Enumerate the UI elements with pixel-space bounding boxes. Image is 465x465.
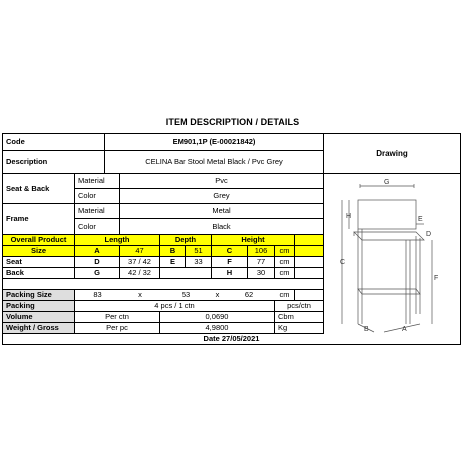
dim-c-letter: C xyxy=(212,246,248,257)
packing-size-v1: 83 xyxy=(75,290,120,301)
dim-b-value: 51 xyxy=(186,246,212,257)
dim-b-letter: B xyxy=(160,246,186,257)
back-row-label: Back xyxy=(3,268,75,279)
seat-back-material-label: Material xyxy=(75,174,120,189)
frame-color-value: Black xyxy=(120,219,324,235)
code-value: EM901,1P (E-00021842) xyxy=(105,134,324,151)
dim-d-letter: D xyxy=(75,257,120,268)
description-value: CELINA Bar Stool Metal Black / Pvc Grey xyxy=(105,151,324,174)
back-depth-blank xyxy=(160,268,212,279)
dim-unit: cm xyxy=(275,246,295,257)
label-e: E xyxy=(418,216,423,223)
packing-size-x1: x xyxy=(120,290,160,301)
spacer-row xyxy=(3,279,324,290)
packing-label: Packing xyxy=(3,301,75,312)
weight-label: Weight / Gross xyxy=(3,323,75,334)
length-header: Length xyxy=(75,235,160,246)
date-row: Date 27/05/2021 xyxy=(203,334,260,344)
weight-per: Per pc xyxy=(75,323,160,334)
volume-per: Per ctn xyxy=(75,312,160,323)
code-label: Code xyxy=(3,134,105,151)
seat-row-label: Seat xyxy=(3,257,75,268)
dim-h-value: 30 xyxy=(248,268,275,279)
dim-f-value: 77 xyxy=(248,257,275,268)
label-c: C xyxy=(340,259,346,266)
label-d: D xyxy=(426,231,432,238)
document-title: ITEM DESCRIPTION / DETAILS xyxy=(165,117,300,127)
dim-f-letter: F xyxy=(212,257,248,268)
packing-size-blank xyxy=(295,290,324,301)
volume-value: 0,0690 xyxy=(160,312,275,323)
drawing-header: Drawing xyxy=(324,134,460,174)
depth-header: Depth xyxy=(160,235,212,246)
description-label: Description xyxy=(3,151,105,174)
dim-h-letter: H xyxy=(212,268,248,279)
packing-size-v2: 53 xyxy=(160,290,212,301)
height-header: Height xyxy=(212,235,295,246)
label-g: G xyxy=(384,179,390,186)
packing-size-label: Packing Size xyxy=(3,290,75,301)
dim-g-value: 42 / 32 xyxy=(120,268,160,279)
label-f: F xyxy=(434,275,439,282)
seat-back-label: Seat & Back xyxy=(3,174,75,204)
packing-size-x2: x xyxy=(212,290,223,301)
dim-e-letter: E xyxy=(160,257,186,268)
back-row-blank xyxy=(295,268,324,279)
seat-row-blank xyxy=(295,257,324,268)
weight-value: 4,9800 xyxy=(160,323,275,334)
frame-material-value: Metal xyxy=(120,204,324,219)
dim-c-value: 106 xyxy=(248,246,275,257)
seat-unit: cm xyxy=(275,257,295,268)
volume-label: Volume xyxy=(3,312,75,323)
stool-drawing xyxy=(324,174,460,334)
volume-unit: Cbm xyxy=(275,312,324,323)
label-h: H xyxy=(346,213,352,220)
dim-a-value: 47 xyxy=(120,246,160,257)
label-b: B xyxy=(364,326,369,333)
packing-unit: pcs/ctn xyxy=(275,301,324,312)
seat-back-color-label: Color xyxy=(75,189,120,204)
dim-d-value: 37 / 42 xyxy=(120,257,160,268)
header-blank xyxy=(295,235,324,246)
seat-back-color-value: Grey xyxy=(120,189,324,204)
size-label: Size xyxy=(3,246,75,257)
dim-g-letter: G xyxy=(75,268,120,279)
frame-material-label: Material xyxy=(75,204,120,219)
size-row-blank xyxy=(295,246,324,257)
back-unit: cm xyxy=(275,268,295,279)
frame-color-label: Color xyxy=(75,219,120,235)
dim-e-value: 33 xyxy=(186,257,212,268)
frame-label: Frame xyxy=(3,204,75,235)
packing-size-v3: 62 xyxy=(223,290,275,301)
label-a: A xyxy=(402,326,407,333)
dim-a-letter: A xyxy=(75,246,120,257)
seat-shape xyxy=(354,232,424,240)
packing-size-unit: cm xyxy=(275,290,295,301)
spec-sheet xyxy=(2,133,461,345)
packing-value: 4 pcs / 1 ctn xyxy=(75,301,275,312)
seat-back-material-value: Pvc xyxy=(120,174,324,189)
weight-unit: Kg xyxy=(275,323,324,334)
backrest-shape xyxy=(358,200,416,229)
overall-product-label: Overall Product xyxy=(3,235,75,246)
